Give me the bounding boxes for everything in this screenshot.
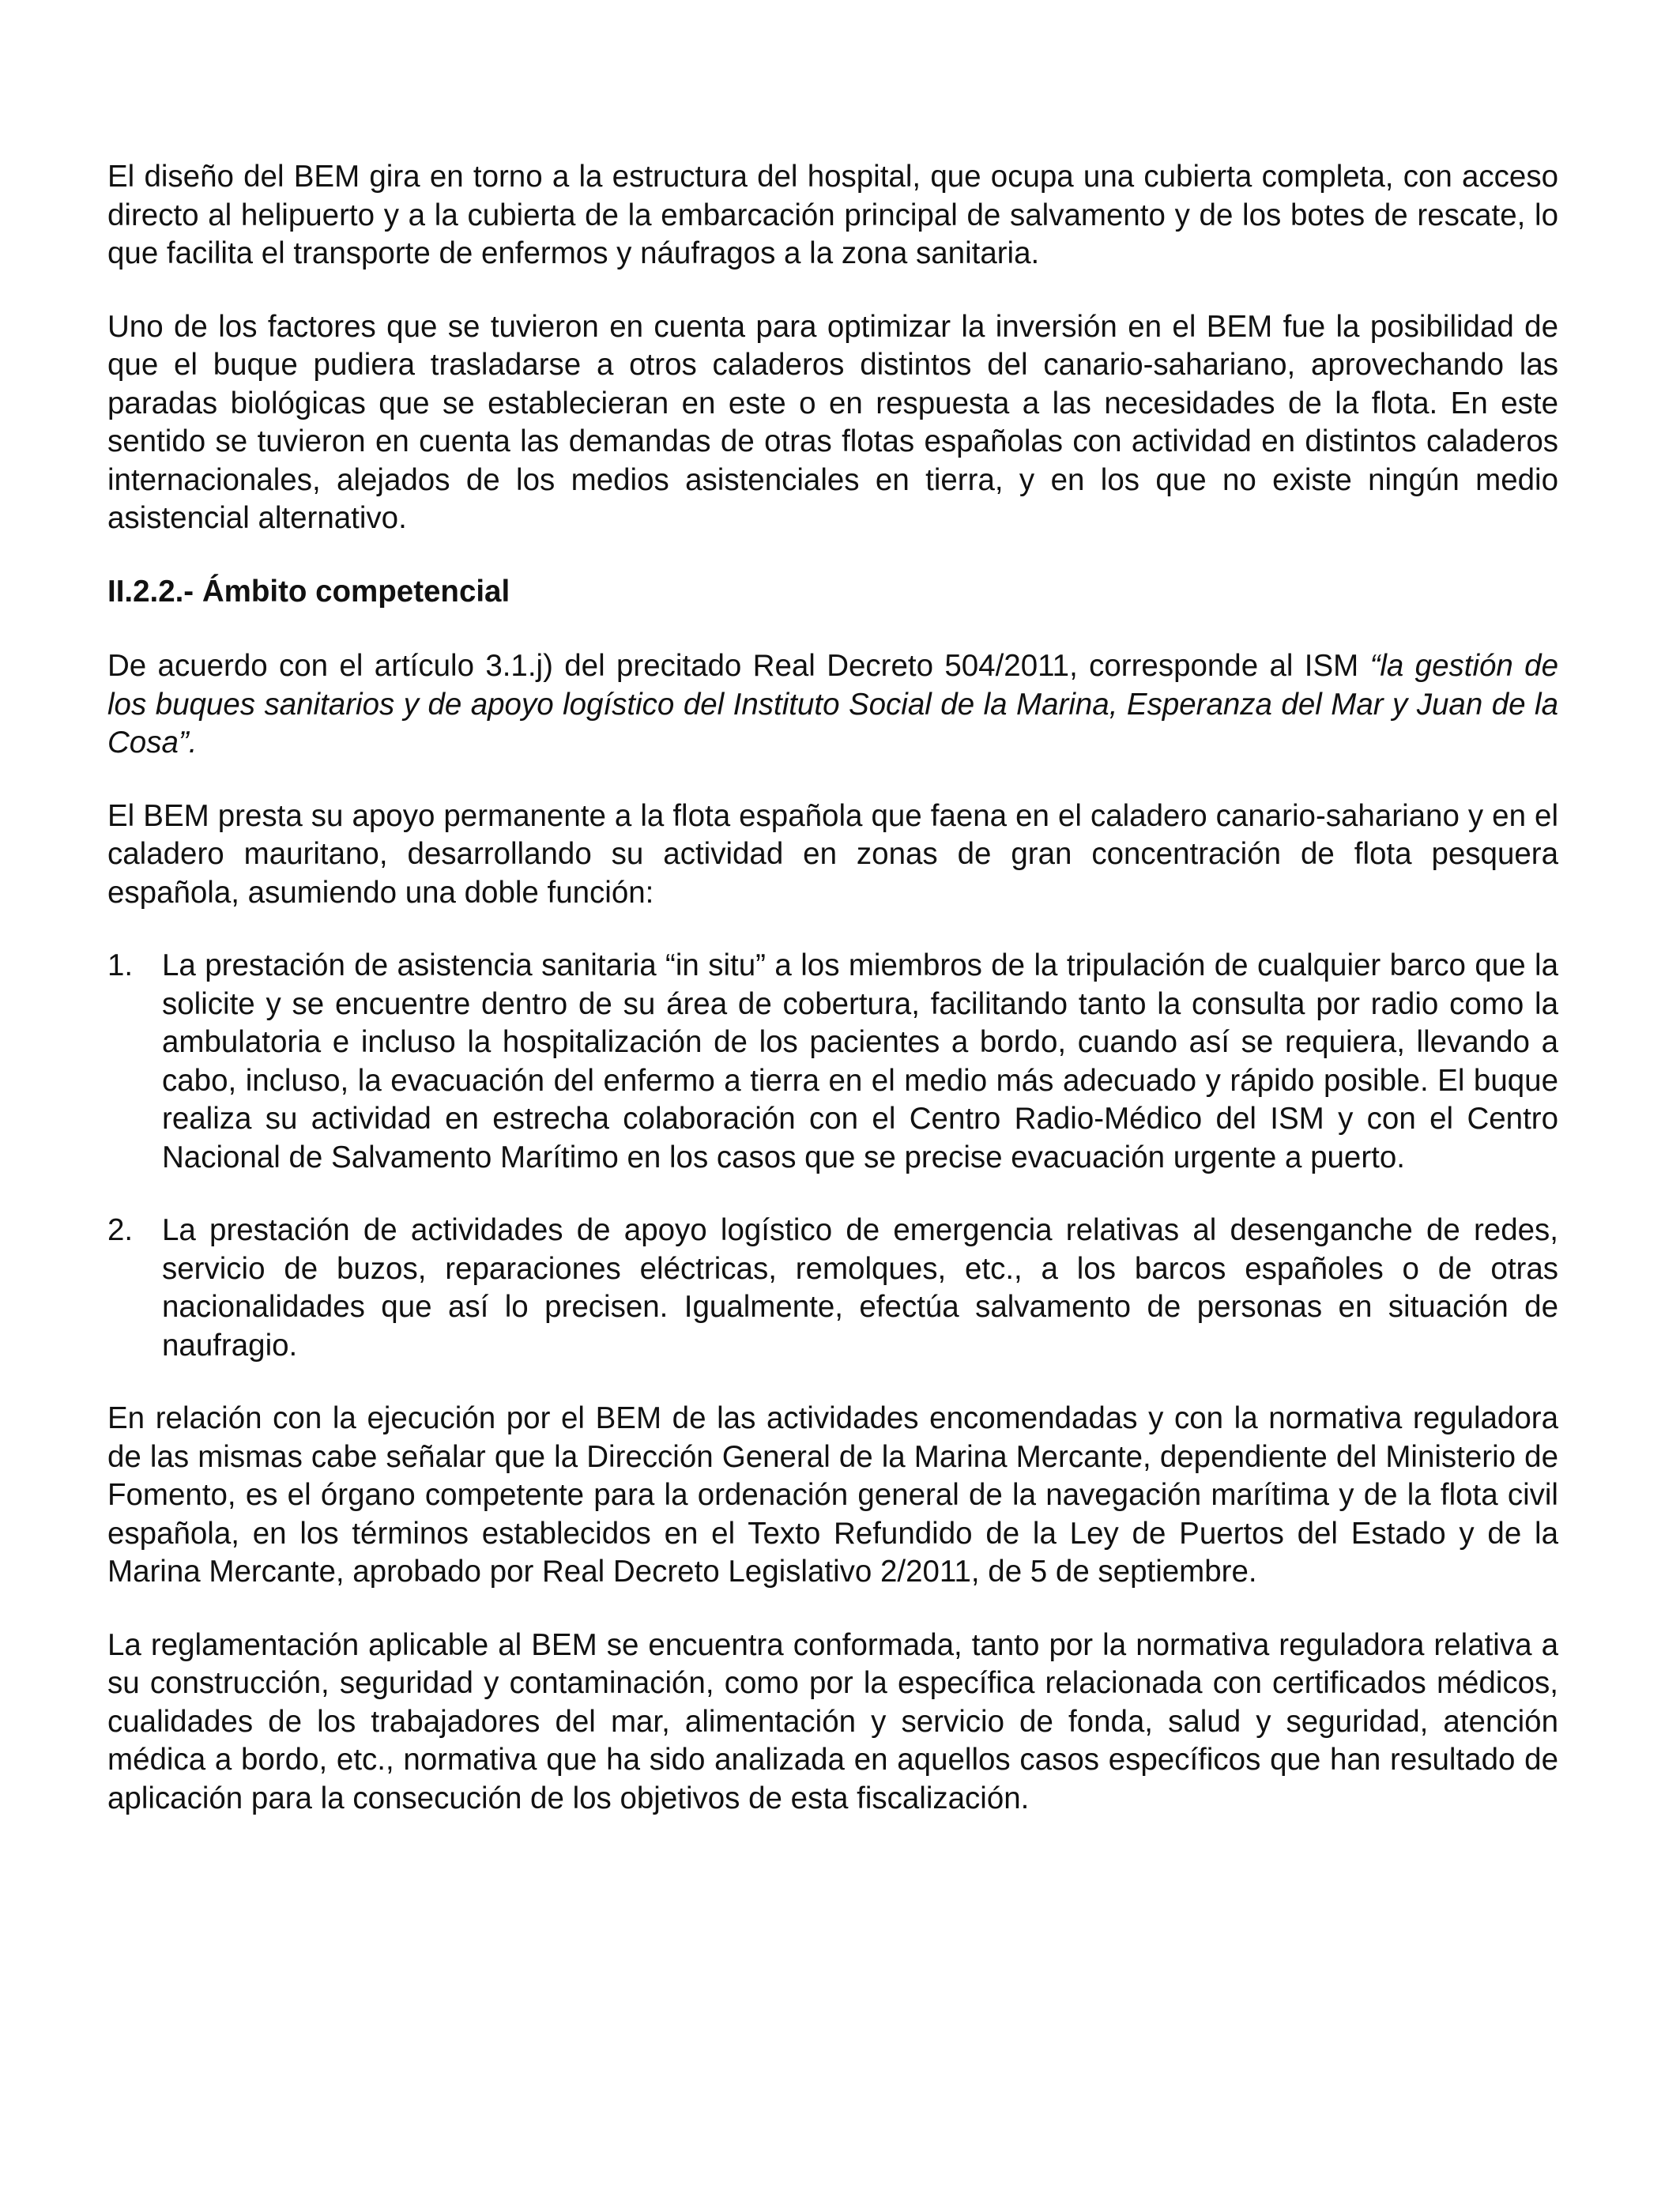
list-item-text: La prestación de actividades de apoyo logístico de emergencia relativas al desenganche de redes, servicio de buzos, reparaciones eléctricas, remolques, etc., a los barcos españoles o de otras nacionalidades que así lo precisen. Igualmente, efectúa salvamento de personas en situación de naufragio.: [162, 1213, 1558, 1363]
paragraph-normative: La reglamentación aplicable al BEM se encuentra conformada, tanto por la normativa reguladora relativa a su construcción, seguridad y contaminación, como por la específica relacionada con certificados médicos, cualidades de los trabajadores del mar, alimentación y servicio de fonda, salud y seguridad, atención médica a bordo, etc., normativa que ha sido analizada en aquellos casos específicos que han resultado de aplicación para la consecución de los objetivos de esta fiscalización.: [107, 1627, 1558, 1815]
list-item: [107, 947, 1558, 1177]
section-heading: II.2.2.- Ámbito competencial: [107, 574, 510, 609]
legal-quote: “la gestión de los buques sanitarios y de apoyo logístico del Instituto Social de la Marina, Esperanza del Mar y Juan de la Cosa”.: [107, 649, 1558, 760]
list-item-text: La prestación de asistencia sanitaria “in situ” a los miembros de la tripulación de cualquier barco que la solicite y se encuentre dentro de su área de cobertura, facilitando tanto la consulta por radio como la ambulatoria e incluso la hospitalización de los pacientes a bordo, cuando así se requiera, llevando a cabo, incluso, la evacuación del enfermo a tierra en el medio más adecuado y rápido posible. El buque realiza su actividad en estrecha colaboración con el Centro Radio-Médico del ISM y con el Centro Nacional de Salvamento Marítimo en los casos que se precise evacuación urgente a puerto.: [162, 948, 1558, 1174]
paragraph-hospital-design: El diseño del BEM gira en torno a la estructura del hospital, que ocupa una cubierta completa, con acceso directo al helipuerto y a la cubierta de la embarcación principal de salvamento y de los botes de rescate, lo que facilita el transporte de enfermos y náufragos a la zona sanitaria.: [107, 160, 1558, 270]
paragraph-regulation: En relación con la ejecución por el BEM de las actividades encomendadas y con la normativa reguladora de las mismas cabe señalar que la Dirección General de la Marina Mercante, dependiente del Ministerio de Fomento, es el órgano competente para la ordenación general de la navegación marítima y de la flota civil española, en los términos establecidos en el Texto Refundido de la Ley de Puertos del Estado y de la Marina Mercante, aprobado por Real Decreto Legislativo 2/2011, de 5 de septiembre.: [107, 1401, 1558, 1589]
paragraph-legal-basis-text: De acuerdo con el artículo 3.1.j) del precitado Real Decreto 504/2011, corresponde al ISM: [107, 649, 1370, 683]
list-item-number: 1.: [107, 948, 134, 982]
paragraph-investment: Uno de los factores que se tuvieron en cuenta para optimizar la inversión en el BEM fue la posibilidad de que el buque pudiera trasladarse a otros caladeros distintos del canario-sahariano, aprovechando las paradas biológicas que se establecieran en este o en respuesta a las necesidades de la flota. En este sentido se tuvieron en cuenta las demandas de otras flotas españolas con actividad en distintos caladeros internacionales, alejados de los medios asistenciales en tierra, y en los que no existe ningún medio asistencial alternativo.: [107, 309, 1558, 535]
paragraph-support: El BEM presta su apoyo permanente a la flota española que faena en el caladero canario-sahariano y en el caladero mauritano, desarrollando su actividad en zonas de gran concentración de flota pesquera española, asumiendo una doble función:: [107, 798, 1558, 910]
list-item-number: 2.: [107, 1213, 134, 1247]
document-page: [107, 158, 1558, 1853]
list-item: [107, 1212, 1558, 1365]
paragraph-legal-basis: [107, 647, 1558, 763]
